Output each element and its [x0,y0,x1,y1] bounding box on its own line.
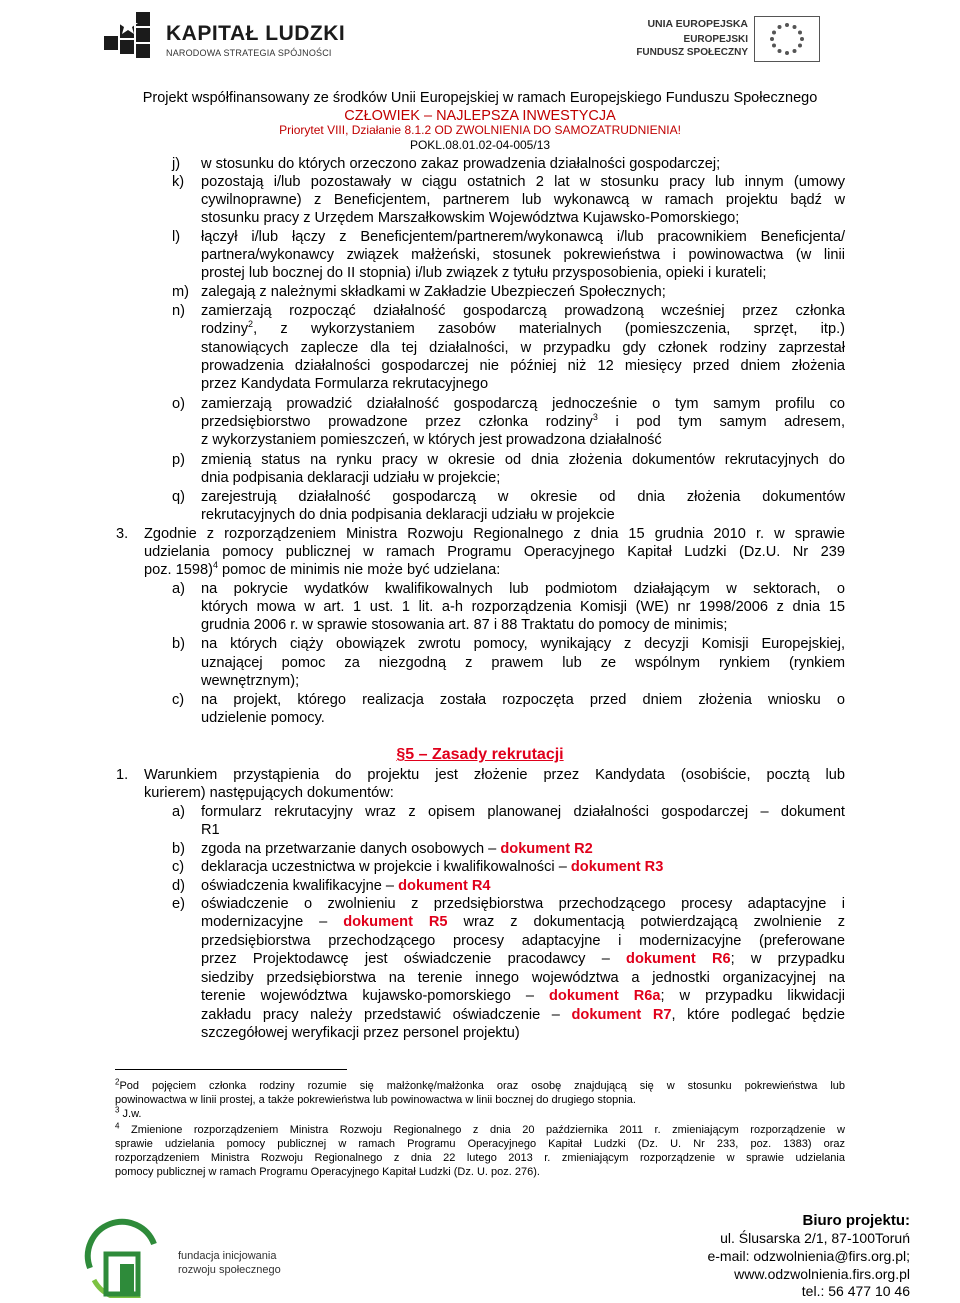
footnote-number: 4 [115,1121,120,1131]
text-line: zakładu pracy należy przedstawić oświadczenie – dokument R7, które podlegać będzie [201,1007,846,1023]
kapital-ludzki-mark-icon [100,6,160,80]
office-website[interactable]: www.odzwolnienia.firs.org.pl [734,1266,910,1282]
text-line: na pokrycie wydatków kwalifikowalnych lub podmiotom działającym w sektorach, o [201,581,845,597]
list-marker: d) [172,878,185,894]
list-marker: j) [172,156,181,172]
list-marker: o) [172,396,185,412]
text-line: deklaracja uczestnictwa w projekcie i kwalifikowalności – dokument R3 [201,859,664,875]
kl-title: KAPITAŁ LUDZKI [166,22,346,45]
text-line: pozostają i/lub pozostawały w ciągu ostatnich 2 lat w stosunku pracy lub innym (umowy [201,174,845,190]
kapital-ludzki-logo [100,6,346,82]
footnote: $^4$ Zmienione rozporządzeniem Ministra Rozwoju Regionalnego z dnia 20 października 2011 r. zmieniającym rozporządzenie w [115,1121,845,1136]
priority-line: Priorytet VIII, Działanie 8.1.2 OD ZWOLNIENIA DO SAMOZATRUDNIENIA! [279,123,681,137]
document-code: dokument R3 [570,859,664,875]
text-line: których mowa w art. 1 ust. 1 lit. a-h rozporządzenia Komisji (WE) nr 1998/2006 z dnia 15 [201,599,845,615]
text-line: poz. 1598)$^4$ pomoc de minimis nie może być udzielana: [144,560,501,578]
list-marker: n) [172,303,185,319]
footnote: $^3$ J.w. [115,1105,142,1120]
cofinance-line: Projekt współfinansowany ze środków Unii Europejskiej w ramach Europejskiego Funduszu Społecznego [142,90,818,106]
text-line: siedziby przedsiębiorstwa na terenie innego województwa a jednostki organizacyjnej na [201,970,845,986]
text-line: wewnętrznym); [201,673,300,689]
text-line: prowadzenia działalności gospodarczej nie później niż 12 miesięcy przed dniem złożenia [201,358,845,374]
section-heading: §5 – Zasady rekrutacji [396,746,564,763]
kl-subtitle: NARODOWA STRATEGIA SPÓJNOŚCI [166,48,332,58]
footnote-ref: 2 [248,319,254,330]
text-line: prostej lub bocznej do II stopnia) i/lub związek z tytułu przysposobienia, opieki i kurateli; [201,265,767,281]
text-line: łączył i/lub łączy z Beneficjentem/partnerem/wykonawcą i/lub pracownikiem Beneficjenta/ [201,229,845,245]
text-line: kurierem) następujących dokumentów: [144,785,394,801]
text-line: oświadczenie o zwolnieniu z przedsiębiorstwa przechodzącego procesy adaptacyjne i [201,896,845,912]
foundation-name-line2: rozwoju społecznego [178,1264,281,1276]
project-number: POKL.08.01.02-04-005/13 [409,138,551,152]
text-line: cywilnoprawne) z Beneficjentem, partnerem lub wykonawcą w ramach projektu bądź w [201,192,845,208]
text-line: na projekt, którego realizacja została rozpoczęta przed dniem złożenia wniosku o [201,692,845,708]
list-marker: k) [172,174,185,190]
footnote-text: sprawie udzielania pomocy publicznej w ramach Programu Operacyjnego Kapitał Ludzki (Dz. U. Nr 233, poz. 1383) oraz [115,1138,845,1150]
foundation-logo [80,1218,280,1298]
foundation-name-line1: fundacja inicjowania [178,1250,277,1262]
slogan-line: CZŁOWIEK – NAJLEPSZA INWESTYCJA [344,108,616,124]
office-address: ul. Ślusarska 2/1, 87-100Toruń [720,1230,910,1246]
text-line: R1 [201,822,220,838]
list-marker: b) [172,841,185,857]
document-code: dokument R6 [626,951,731,967]
text-line: partnera/wykonawcy związek małżeński, stosunek pokrewieństwa i powinowactwa (w linii [201,247,845,263]
text-line: na których ciąży obowiązek zwrotu pomocy, wynikający z decyzji Komisji Europejskiej, [201,636,845,652]
text-line: zamierzają rozpocząć działalność gospodarczą prowadzoną wcześniej przez członka [201,303,845,319]
footnote-text: powinowactwa w linii prostej, a także pokrewieństwa lub powinowactwa w linii bocznej do drugiego stopnia. [115,1094,636,1106]
list-marker: q) [172,489,185,505]
text-line: grudnia 2006 r. w sprawie stosowania art. 87 i 88 Traktatu do pomocy de minimis; [201,617,728,633]
text-line: przedsiębiorstwo prowadzone przez członka rodziny$^3$ i pod tym samym adresem, [201,412,846,430]
document-code: dokument R2 [500,841,593,857]
document-code: dokument R5 [343,914,448,930]
list-marker: 3. [116,526,129,542]
eu-logo [636,16,866,76]
text-line: oświadczenia kwalifikacyjne – dokument R4 [201,878,491,894]
eu-flag-icon [754,16,820,62]
text-line: udzielenie pomocy. [201,710,325,726]
list-marker: a) [172,804,185,820]
text-line: terenie województwa kujawsko-pomorskiego – dokument R6a; w przypadku likwidacji [201,988,846,1004]
text-line: Zgodnie z rozporządzeniem Ministra Rozwoju Regionalnego z dnia 15 grudnia 2010 r. w sprawie [144,526,845,542]
office-email[interactable]: e-mail: odzwolnienia@firs.org.pl; [707,1248,910,1264]
text-line: dnia podpisania deklaracji udziału w projekcie; [201,470,501,486]
text-line: zmienią status na rynku pracy w okresie od dnia złożenia dokumentów rekrutacyjnych do [201,452,845,468]
text-line: przedsiębiorstwa przechodzącego procesy adaptacyjne i modernizacyjne (preferowane [201,933,845,949]
list-marker: a) [172,581,185,597]
list-marker: c) [172,859,185,875]
text-line: modernizacyjne – dokument R5 wraz z dokumentacją potwierdzającą zwolnienie z [201,914,846,930]
list-marker: p) [172,452,185,468]
eu-line1: UNIA EUROPEJSKA [647,18,748,30]
document-code: dokument R4 [398,878,491,894]
text-line: formularz rekrutacyjny wraz z opisem planowanej działalności gospodarczej – dokument [201,804,845,820]
office-label: Biuro projektu: [802,1212,910,1229]
list-marker: m) [172,284,190,300]
foundation-mark-icon [80,1218,170,1298]
text-line: w stosunku do których orzeczono zakaz prowadzenia działalności gospodarczej; [201,156,721,172]
text-line: z wykorzystaniem pomieszczeń, w których jest prowadzona działalność [201,432,662,448]
footnote-number: 2 [115,1077,120,1087]
footnote-divider [115,1069,347,1070]
list-marker: b) [172,636,185,652]
text-line: przez Kandydata Formularza rekrutacyjnego [201,376,489,392]
eu-line3: FUNDUSZ SPOŁECZNY [636,47,748,58]
text-line: szczegółowej weryfikacji przez personel projektu) [201,1025,520,1041]
footnote-number: 3 [115,1105,120,1115]
text-line: uznającej pomoc za niezgodną z prawem lub ze wspólnym rynkiem (rynkiem [201,655,845,671]
text-line: przez Projektodawcę jest oświadczenie pracodawcy – dokument R6; w przypadku [201,951,846,967]
footnote: $^2$Pod pojęciem członka rodziny rozumie się małżonkę/małżonka oraz osobę znajdującą się w stosunku pokrewieństwa lub [115,1077,845,1092]
list-marker: l) [172,229,181,245]
footnote-ref: 3 [592,412,598,423]
text-line: udzielania pomocy publicznej w ramach Programu Operacyjnego Kapitał Ludzki (Dz.U. Nr 239 [144,544,845,560]
text-line: stosunku pracy z Urzędem Marszałkowskim Województwa Kujawsko-Pomorskiego; [201,210,740,226]
text-line: zgoda na przetwarzanie danych osobowych – dokument R2 [201,841,593,857]
document-code: dokument R6a [548,988,661,1004]
list-marker: c) [172,692,185,708]
text-line: stanowiących zaplecze dla tej działalności, w przypadku gdy członek rodziny zaprzestał [201,340,845,356]
text-line: zarejestrują działalność gospodarczą w okresie od dnia złożenia dokumentów [201,489,845,505]
document-code: dokument R7 [571,1007,672,1023]
footnote-text: pomocy publicznej w ramach Programu Operacyjnego Kapitał Ludzki (Dz. U. poz. 276). [115,1166,540,1178]
text-line: Warunkiem przystąpienia do projektu jest złożenie przez Kandydata (osobiście, pocztą lub [144,767,845,783]
text-line: zalegają z należnymi składkami w Zakładzie Ubezpieczeń Społecznych; [201,284,666,300]
footnote-text: rozporządzeniem Ministra Rozwoju Regionalnego z dnia 22 lutego 2013 r. zmieniającym rozporządzenie w sprawie udzielania [115,1152,845,1164]
list-marker: e) [172,896,185,912]
eu-line2: EUROPEJSKI [683,34,748,45]
text-line: rodziny$^2$, z wykorzystaniem zasobów materialnych (pomieszczenia, sprzęt, itp.) [201,319,845,337]
text-line: rekrutacyjnych do dnia podpisania deklaracji udziału w projekcie [201,507,615,523]
text-line: zamierzają prowadzić działalność gospodarczą jednocześnie o tym samym profilu co [201,396,845,412]
office-phone: tel.: 56 477 10 46 [801,1283,910,1299]
footnote-ref: 4 [212,560,218,571]
list-marker: 1. [116,767,129,783]
